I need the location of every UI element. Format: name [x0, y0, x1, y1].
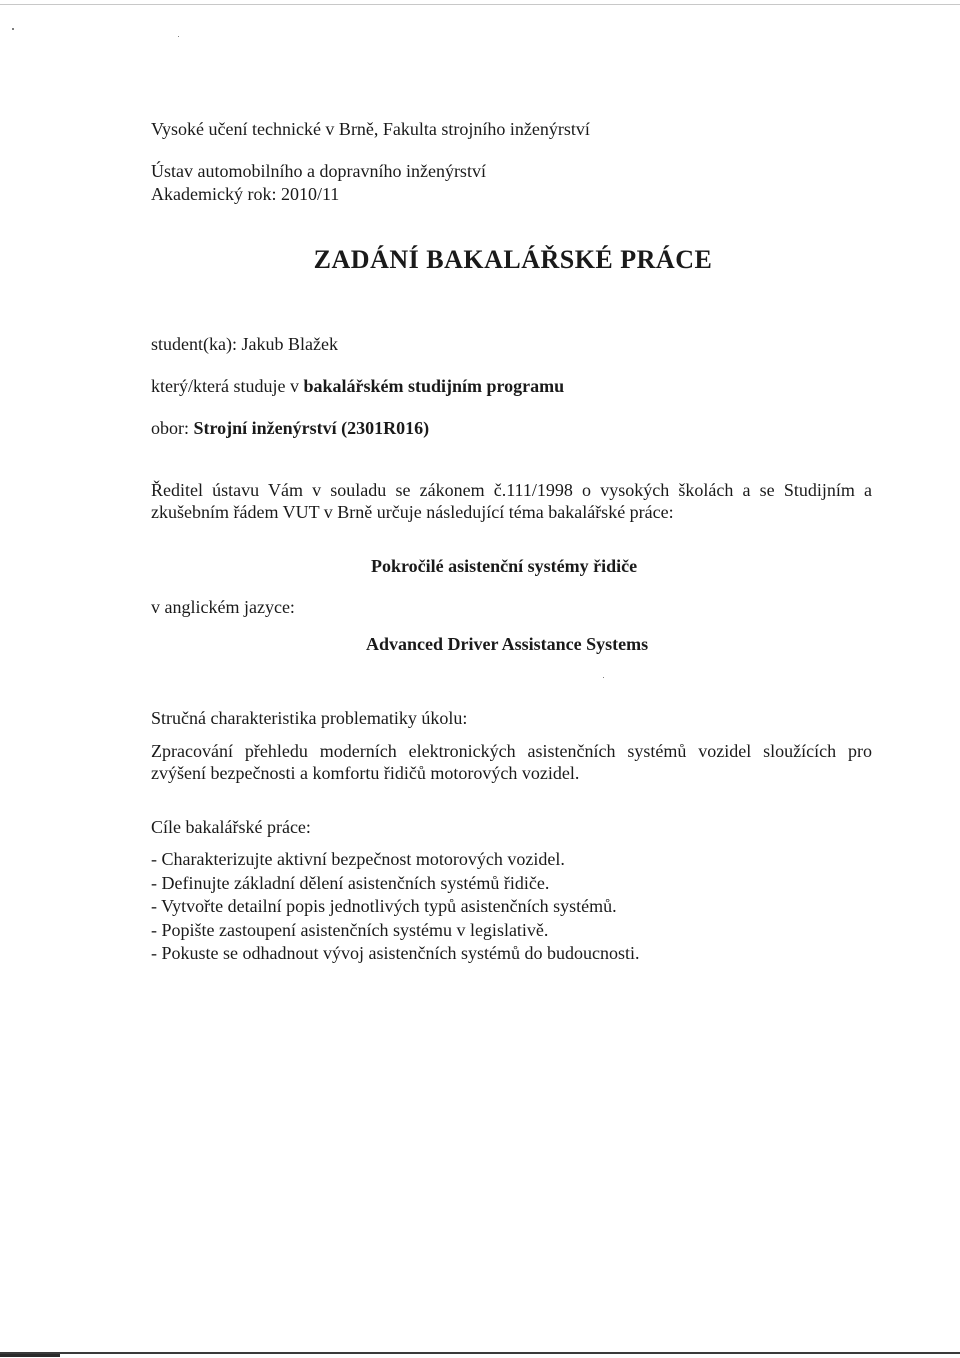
field-prefix: obor:	[151, 418, 194, 438]
department-line: Ústav automobilního a dopravního inženýrství	[151, 161, 486, 181]
scan-speck	[12, 28, 14, 30]
goal-item: - Vytvořte detailní popis jednotlivých typů asistenčních systémů.	[151, 896, 617, 916]
characteristics-line-2: zvýšení bezpečnosti a komfortu řidičů motorových vozidel.	[151, 763, 580, 783]
topic-english-title: Advanced Driver Assistance Systems	[366, 634, 649, 654]
intro-line-1: Ředitel ústavu Vám v souladu se zákonem č.111/1998 o vysokých školách a se Studijním a	[151, 480, 872, 500]
goals-heading: Cíle bakalářské práce:	[151, 817, 311, 837]
goals-list	[151, 848, 639, 966]
institution-line: Vysoké učení technické v Brně, Fakulta strojního inženýrství	[151, 119, 590, 139]
goal-item: - Pokuste se odhadnout vývoj asistenčních systémů do budoucnosti.	[151, 943, 640, 963]
goal-item: - Charakterizujte aktivní bezpečnost motorových vozidel.	[151, 849, 565, 869]
program-line	[151, 375, 564, 397]
program-prefix: který/která studuje v	[151, 376, 304, 396]
student-line: student(ka): Jakub Blažek	[151, 334, 338, 354]
scan-edge-bottom-left	[0, 1354, 60, 1357]
intro-line-2: zkušebním řádem VUT v Brně určuje následující téma bakalářské práce:	[151, 502, 674, 522]
goal-item: - Definujte základní dělení asistenčních systémů řidiče.	[151, 872, 550, 893]
field-line	[151, 417, 429, 439]
academic-year-line: Akademický rok: 2010/11	[151, 184, 340, 204]
scan-edge-top	[0, 4, 960, 5]
scan-edge-bottom	[0, 1352, 960, 1354]
topic-czech-title: Pokročilé asistenční systémy řidiče	[371, 556, 638, 576]
page-title: ZADÁNÍ BAKALÁŘSKÉ PRÁCE	[313, 245, 713, 274]
characteristics-line-1: Zpracování přehledu moderních elektronických asistenčních systémů vozidel sloužících pro	[151, 741, 872, 761]
english-label: v anglickém jazyce:	[151, 597, 295, 617]
scan-speck	[603, 677, 604, 678]
field-name: Strojní inženýrství (2301R016)	[193, 418, 430, 438]
characteristics-heading: Stručná charakteristika problematiky úkolu:	[151, 708, 468, 728]
program-name: bakalářském studijním programu	[303, 376, 565, 396]
goal-item: - Popište zastoupení asistenčních systému v legislativě.	[151, 919, 549, 940]
scan-speck	[178, 36, 179, 37]
